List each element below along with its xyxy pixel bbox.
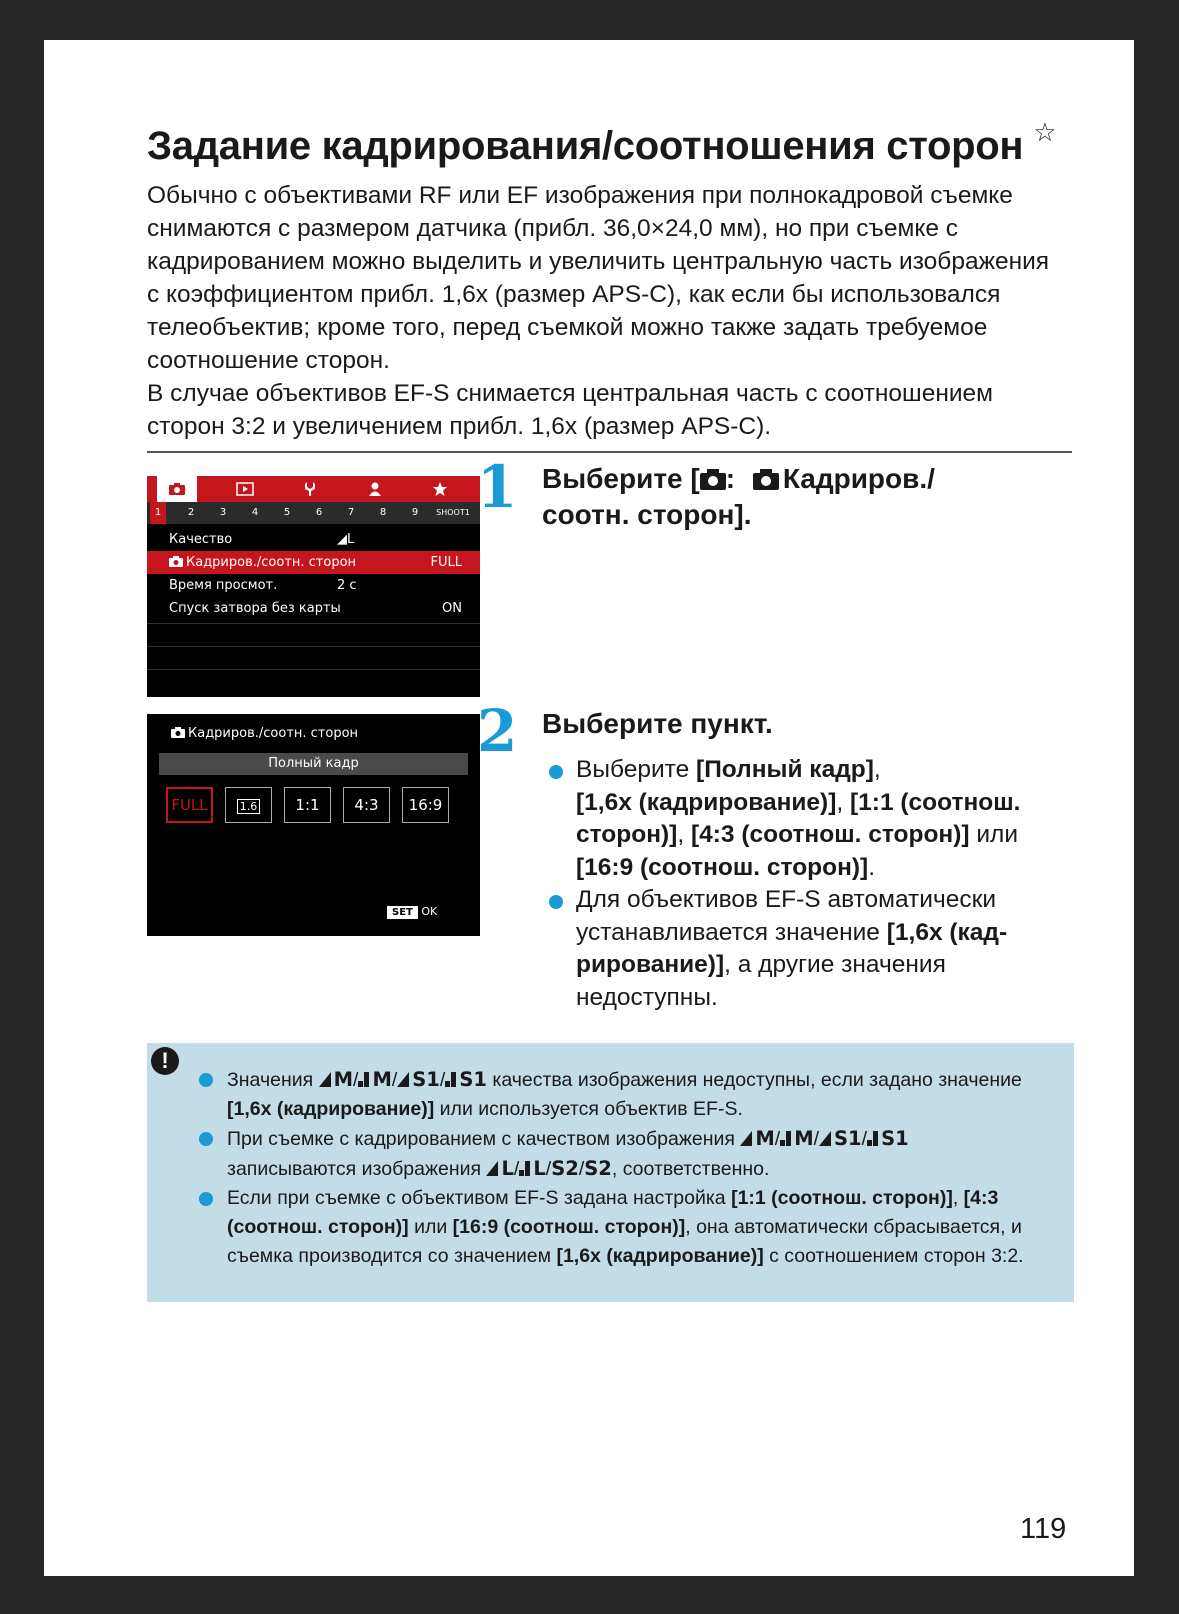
camera-icon xyxy=(753,468,779,490)
quality-normal-icon xyxy=(445,1072,456,1087)
text: / xyxy=(439,1069,446,1091)
text: / xyxy=(545,1158,552,1180)
menu-divider xyxy=(147,623,480,624)
ok-label: OK xyxy=(421,905,438,918)
set-ok-hint xyxy=(387,905,437,918)
page-title: Задание кадрирования/соотношения сторон ☆ xyxy=(147,117,1057,168)
option-1-1: 1:1 xyxy=(284,787,331,823)
text: / xyxy=(774,1128,781,1150)
text-bold: [1,6x (кадрирование)] xyxy=(227,1098,435,1120)
set-button-label: SET xyxy=(387,906,418,919)
text-bold: [16:9 (соотнош. сторон)] xyxy=(576,853,869,881)
intro-paragraph-2: В случае объективов EF-S снимается центральная часть с соотношением сторон 3:2 и увеличением прибл. 1,6x (размер APS-C). xyxy=(147,380,994,440)
text: Выберите xyxy=(576,756,697,783)
menu-row-value: ON xyxy=(442,601,462,616)
text: Если при съемке с объективом EF-S задана настройка xyxy=(227,1187,732,1209)
menu-row-label: Качество xyxy=(169,532,233,547)
menu-page-5: 5 xyxy=(283,507,291,518)
text: , она автоматически сбрасывается, и съемка производится со значением xyxy=(227,1216,1022,1267)
star-tab-icon xyxy=(420,476,460,502)
text: . xyxy=(868,853,876,881)
text: , xyxy=(873,756,881,783)
bullet-icon xyxy=(199,1132,213,1146)
playback-tab-icon xyxy=(225,476,265,502)
text: , xyxy=(677,821,691,848)
text: , а другие значения недоступны. xyxy=(576,951,946,1011)
camera-icon xyxy=(700,468,726,490)
option-crop-1-6-label: 1.6 xyxy=(237,799,261,814)
text: или xyxy=(969,821,1019,848)
text: Значения xyxy=(227,1069,319,1091)
text: или xyxy=(408,1216,453,1238)
menu-row-release-no-card xyxy=(147,597,480,620)
quality-normal-icon xyxy=(519,1161,530,1176)
option-4-3: 4:3 xyxy=(343,787,390,823)
menu-divider xyxy=(147,669,480,670)
menu-tab-bar xyxy=(147,476,480,502)
intro-text xyxy=(147,179,1062,443)
quality-l-label: L xyxy=(501,1157,514,1180)
quality-l-label: L xyxy=(533,1157,546,1180)
step-1-text: Кадриров./ xyxy=(782,463,935,494)
text: , соответственно. xyxy=(611,1158,770,1180)
menu-row-label-text: Кадриров./соотн. сторон xyxy=(186,555,357,570)
menu-row-review-time xyxy=(147,574,480,597)
quality-m-label: M xyxy=(794,1127,814,1150)
option-full: FULL xyxy=(166,787,213,823)
quality-normal-icon xyxy=(358,1072,369,1087)
caution-icon: ! xyxy=(151,1047,179,1075)
menu-page-6: 6 xyxy=(315,507,323,518)
list-item xyxy=(199,1184,1029,1271)
quality-s1-label: S1 xyxy=(881,1127,909,1150)
text: записываются изображения xyxy=(227,1158,487,1180)
text-bold: [Полный кадр] xyxy=(696,756,874,783)
screen-header-text: Кадриров./соотн. сторон xyxy=(188,726,359,741)
screen-header xyxy=(171,726,358,741)
text-bold: [1,6x (кад-рирование)] xyxy=(576,918,1008,978)
menu-page-8: 8 xyxy=(379,507,387,518)
menu-row-label xyxy=(169,551,356,574)
quality-s1-label: S1 xyxy=(834,1127,862,1150)
step-1-text: соотн. сторон]. xyxy=(542,499,752,530)
step-1-text: : xyxy=(725,463,743,494)
text: / xyxy=(813,1128,820,1150)
step-2-title: Выберите пункт. xyxy=(542,708,773,739)
text: / xyxy=(391,1069,398,1091)
step-1-text: Выберите [ xyxy=(542,463,700,494)
list-item xyxy=(546,754,1066,884)
manual-page xyxy=(44,40,1134,1576)
text-bold: [16:9 (соотнош. сторон)] xyxy=(452,1216,686,1238)
menu-divider xyxy=(147,646,480,647)
text-bold: [4:3 (соотнош. сторон)] xyxy=(690,821,970,848)
camera-icon xyxy=(169,556,183,567)
caution-note xyxy=(147,1043,1074,1302)
text: / xyxy=(513,1158,520,1180)
caution-bullets xyxy=(199,1065,1029,1271)
bullet-icon xyxy=(549,765,563,779)
list-item xyxy=(199,1065,1029,1124)
menu-row-label: Спуск затвора без карты xyxy=(169,601,341,616)
menu-row-value: FULL xyxy=(430,555,462,570)
option-16-9: 16:9 xyxy=(402,787,449,823)
camera-icon xyxy=(171,727,185,738)
menu-page-3: 3 xyxy=(219,507,227,518)
camera-tab-icon xyxy=(157,476,197,502)
quality-m-label: M xyxy=(755,1127,775,1150)
text: Для объективов EF-S автоматически устанавливается значение xyxy=(576,886,997,946)
text: с соотношением сторон 3:2. xyxy=(763,1245,1024,1267)
menu-row-crop-aspect xyxy=(147,551,480,574)
menu-page-9: 9 xyxy=(411,507,419,518)
menu-row-label: Время просмот. xyxy=(169,578,278,593)
divider xyxy=(147,451,1072,453)
text: / xyxy=(353,1069,359,1091)
quality-s2-label: S2 xyxy=(584,1157,612,1180)
camera-menu-screenshot xyxy=(147,476,480,697)
text-bold: [1,6x (кадрирование)] xyxy=(576,788,837,816)
menu-row-quality xyxy=(147,528,480,551)
quality-m-label: M xyxy=(333,1068,354,1091)
menu-page-numbers xyxy=(147,502,480,524)
star-icon: ☆ xyxy=(1033,117,1057,147)
quality-m-label: M xyxy=(372,1068,392,1091)
text: / xyxy=(861,1128,868,1150)
menu-row-value: ◢L xyxy=(337,532,355,547)
step-1-number: 1 xyxy=(477,453,518,521)
text: качества изображения недоступны, если задано значение xyxy=(486,1069,1022,1091)
quality-normal-icon xyxy=(867,1131,878,1146)
text: или используется объектив EF-S. xyxy=(434,1098,743,1120)
quality-normal-icon xyxy=(780,1131,791,1146)
intro-paragraph-1: Обычно с объективами RF или EF изображения при полнокадровой съемке снимаются с размером датчика (прибл. 36,0×24,0 мм), но при съемке с кадрированием можно выделить и увеличить центральную часть изображения с коэффициентом прибл. 1,6x (размер APS-C), как если бы использовался телеобъектив; кроме того, перед съемкой можно также задать требуемое соотношение сторон. xyxy=(147,182,1050,374)
text: / xyxy=(578,1158,585,1180)
step-2-number: 2 xyxy=(477,697,518,765)
menu-page-shoot1: SHOOT1 xyxy=(436,508,470,517)
text-bold: [4:3 (соотнош. сторон)] xyxy=(227,1187,999,1238)
quality-s2-label: S2 xyxy=(551,1157,579,1180)
menu-page-7: 7 xyxy=(347,507,355,518)
text: При съемке с кадрированием с качеством изображения xyxy=(227,1128,741,1150)
quality-fine-icon xyxy=(486,1161,498,1176)
quality-fine-icon xyxy=(819,1131,831,1146)
text-bold: [1:1 (соотнош. сторон)] xyxy=(576,788,1021,848)
list-item xyxy=(199,1124,1029,1184)
wrench-tab-icon xyxy=(290,476,330,502)
crop-options-screenshot xyxy=(147,714,480,936)
person-tab-icon xyxy=(355,476,395,502)
menu-page-4: 4 xyxy=(251,507,259,518)
bullet-icon xyxy=(199,1192,213,1206)
list-item xyxy=(546,884,1066,1014)
page-number: 119 xyxy=(1020,1513,1067,1545)
quality-fine-icon xyxy=(319,1072,331,1087)
selected-option-label: Полный кадр xyxy=(159,753,468,775)
step-2-bullets xyxy=(546,754,1066,1014)
text-bold: [1,6x (кадрирование)] xyxy=(556,1245,764,1267)
text: , xyxy=(952,1187,964,1209)
bullet-icon xyxy=(549,895,563,909)
quality-s1-label: S1 xyxy=(412,1068,440,1091)
quality-fine-icon xyxy=(740,1131,752,1146)
quality-s1-label: S1 xyxy=(459,1068,487,1091)
option-crop-1-6 xyxy=(225,787,272,823)
bullet-icon xyxy=(199,1073,213,1087)
menu-page-2: 2 xyxy=(187,507,195,518)
text: , xyxy=(836,788,850,816)
text-bold: [1:1 (соотнош. сторон)] xyxy=(731,1187,953,1209)
step-1-title xyxy=(542,461,935,533)
quality-fine-icon xyxy=(397,1072,409,1087)
menu-page-1: 1 xyxy=(150,502,166,524)
menu-row-value: 2 с xyxy=(337,578,357,593)
